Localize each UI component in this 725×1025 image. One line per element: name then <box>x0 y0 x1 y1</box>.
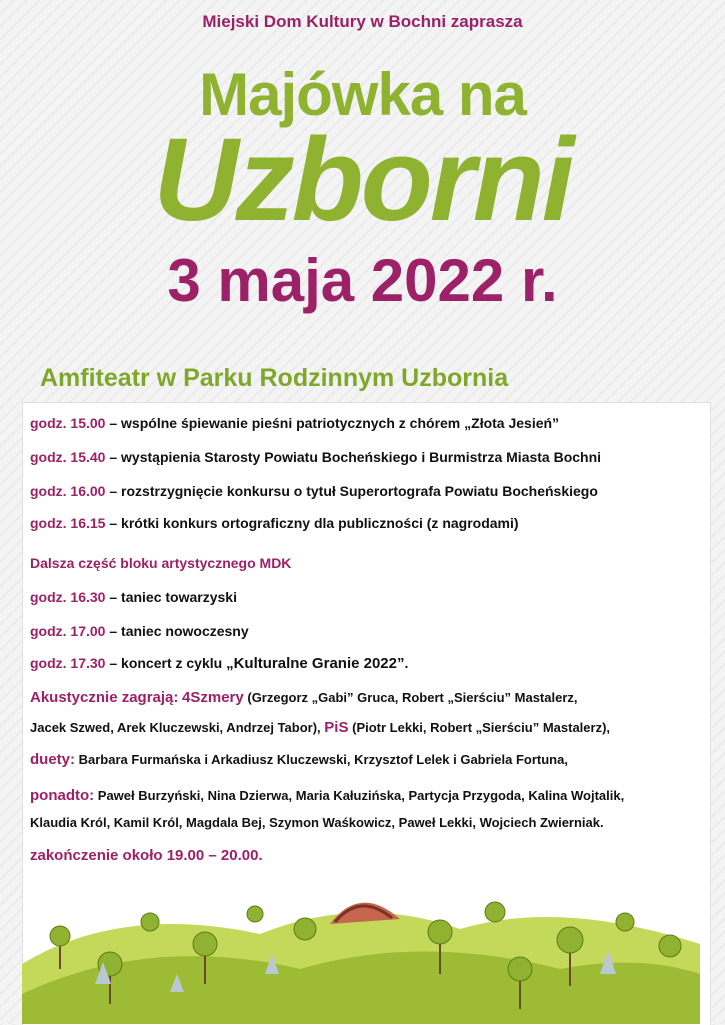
schedule-text: krótki konkurs ortograficzny dla publiczności (z nagrodami) <box>121 515 519 531</box>
band-1: 4Szmery <box>182 689 244 706</box>
duets-text: Barbara Furmańska i Arkadiusz Kluczewski, Krzysztof Lelek i Gabriela Fortuna, <box>78 752 568 767</box>
others-text-1: Paweł Burzyński, Nina Dzierwa, Maria Kałuzińska, Partycja Przygoda, Kalina Wojtalik, <box>97 788 625 803</box>
schedule-time: godz. 15.40 <box>30 449 106 465</box>
schedule-row: godz. 16.30 – taniec towarzyski <box>30 589 237 605</box>
title-line-1: Majówka na <box>199 61 526 128</box>
schedule-time: godz. 16.00 <box>30 483 106 499</box>
others-text-2: Klaudia Król, Kamil Król, Magdala Bej, Szymon Waśkowicz, Paweł Lekki, Wojciech Zwierniak. <box>30 815 604 830</box>
band-2: PiS <box>324 719 349 736</box>
duets-label: duety: <box>30 751 75 768</box>
ending-text: zakończenie około 19.00 – 20.00. <box>30 847 263 864</box>
schedule-row: godz. 16.15 – krótki konkurs ortograficzny dla publiczności (z nagrodami) <box>30 515 519 531</box>
acoustic-line-1 <box>30 689 578 706</box>
schedule-text: rozstrzygnięcie konkursu o tytuł Superortografa Powiatu Bocheńskiego <box>121 483 598 499</box>
schedule-text: koncert z cyklu <box>121 655 227 671</box>
event-date: 3 maja 2022 r. <box>167 247 558 314</box>
others-line-1 <box>30 787 624 804</box>
others-line-2 <box>30 815 604 830</box>
concert-highlight: „Kulturalne Granie 2022” <box>226 655 405 672</box>
duets-line <box>30 751 568 768</box>
schedule-time: godz. 15.00 <box>30 415 106 431</box>
schedule-time: godz. 16.30 <box>30 589 106 605</box>
schedule-time: godz. 17.30 <box>30 655 106 671</box>
schedule-text: wspólne śpiewanie pieśni patriotycznych z chórem „Złota Jesień” <box>121 415 560 431</box>
invite-text: Miejski Dom Kultury w Bochni zaprasza <box>202 12 523 31</box>
band-1-members: (Grzegorz „Gabi” Gruca, Robert „Sierściu” Mastalerz, <box>247 690 578 705</box>
venue: Amfiteatr w Parku Rodzinnym Uzbornia <box>40 364 509 392</box>
schedule-row: godz. 15.00 – wspólne śpiewanie pieśni patriotycznych z chórem „Złota Jesień” <box>30 415 560 431</box>
schedule-row: godz. 17.00 – taniec nowoczesny <box>30 623 249 639</box>
schedule-text: wystąpienia Starosty Powiatu Bocheńskiego i Burmistrza Miasta Bochni <box>121 449 602 465</box>
band-2-members: (Piotr Lekki, Robert „Sierściu” Mastalerz), <box>352 720 611 735</box>
schedule-row: godz. 17.30 – koncert z cyklu „Kulturalne Granie 2022”. <box>30 655 409 672</box>
schedule-time: godz. 17.00 <box>30 623 106 639</box>
schedule-row: godz. 16.00 – rozstrzygnięcie konkursu o tytuł Superortografa Powiatu Bocheńskiego <box>30 483 598 499</box>
acoustic-line-2 <box>30 719 610 736</box>
others-label: ponadto: <box>30 787 95 804</box>
park-illustration <box>0 874 725 1024</box>
schedule-text: taniec nowoczesny <box>121 623 249 639</box>
acoustic-label: Akustycznie zagrają: <box>30 689 179 706</box>
schedule-end: . <box>404 655 409 671</box>
acoustic-line-2-text: Jacek Szwed, Arek Kluczewski, Andrzej Tabor), <box>30 720 321 735</box>
schedule-row: godz. 15.40 – wystąpienia Starosty Powiatu Bocheńskiego i Burmistrza Miasta Bochni <box>30 449 602 465</box>
title-line-2: Uzborni <box>153 114 572 246</box>
schedule-time: godz. 16.15 <box>30 515 106 531</box>
block-heading: Dalsza część bloku artystycznego MDK <box>30 555 292 571</box>
schedule-text: taniec towarzyski <box>121 589 237 605</box>
